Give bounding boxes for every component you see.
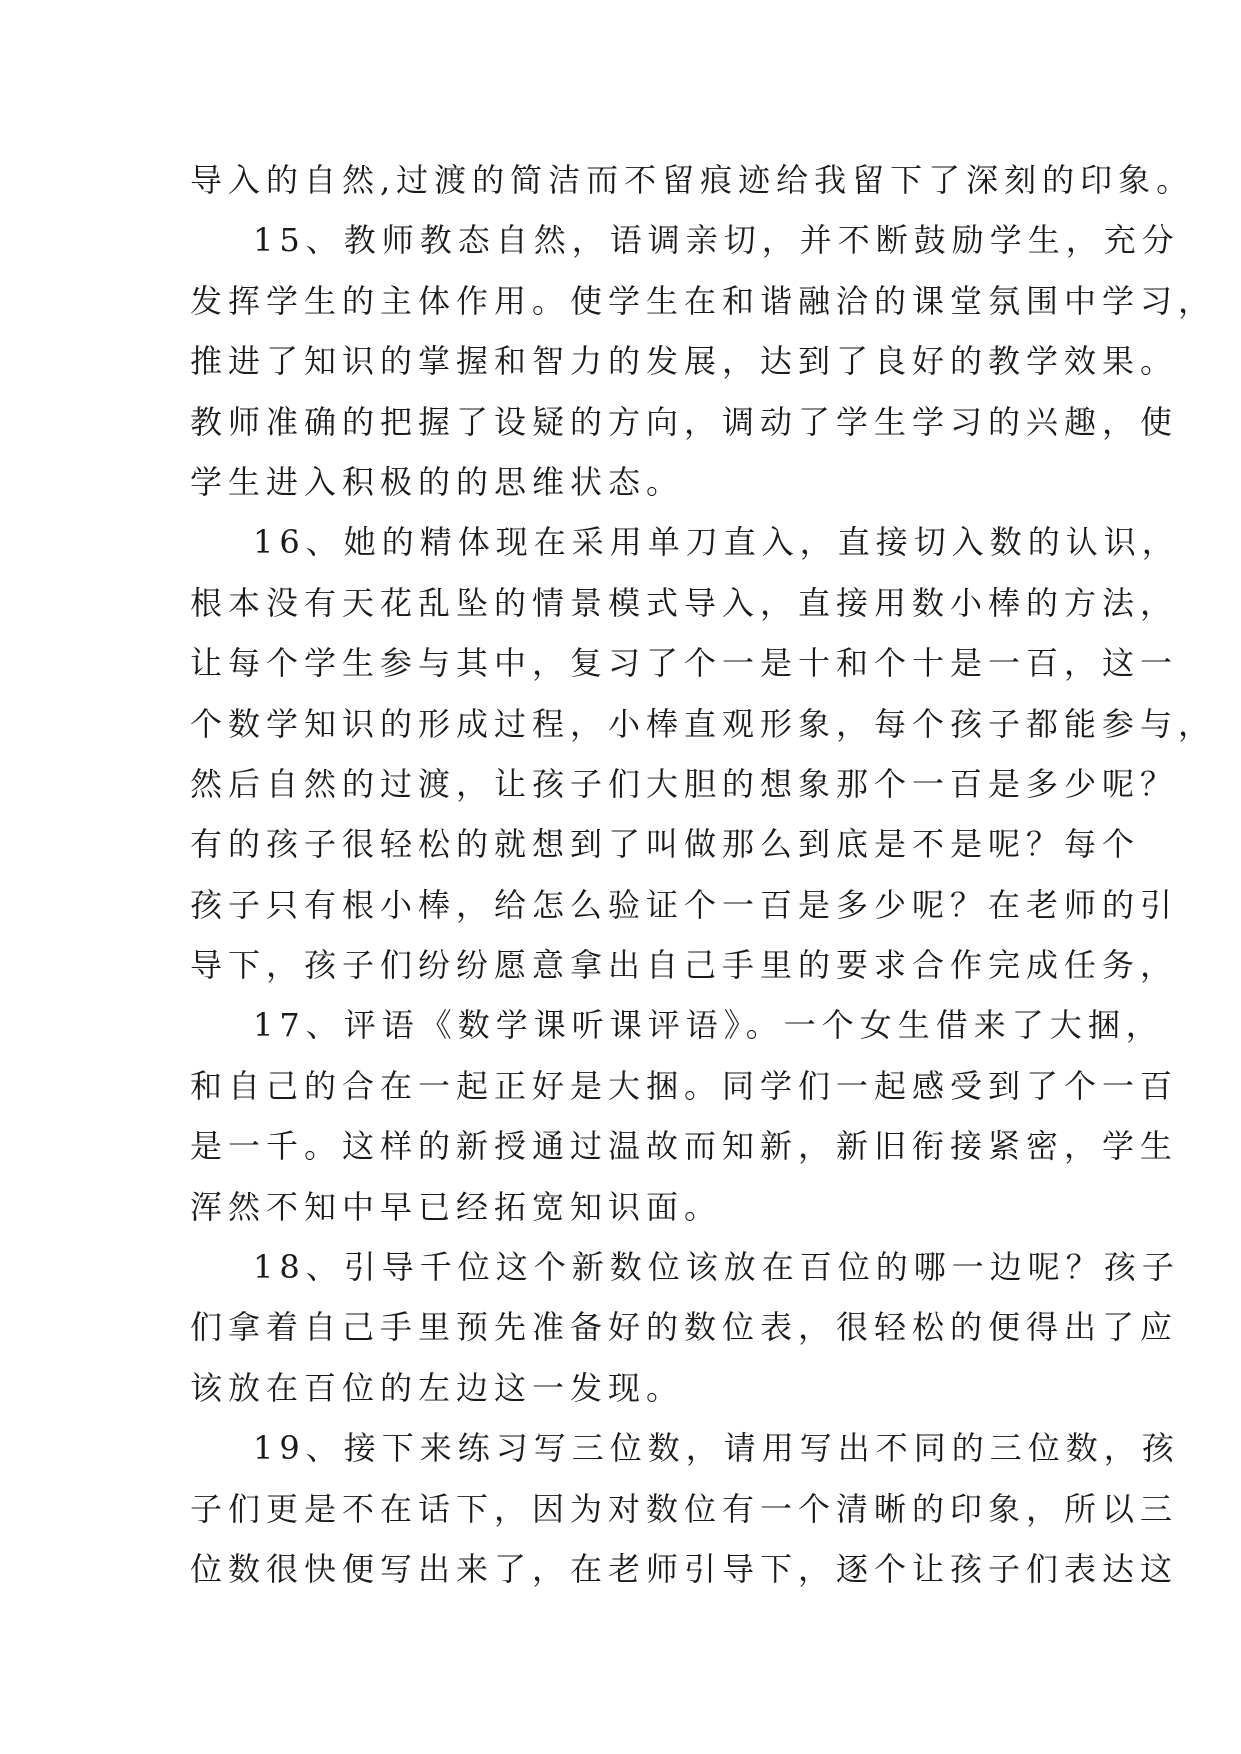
text-line: 然后自然的过渡，让孩子们大胆的想象那个一百是多少呢？ (190, 764, 1179, 803)
paragraph-start-line: 18、引导千位这个新数位该放在百位的哪一边呢？孩子 (253, 1248, 1180, 1287)
text-line: 浑然不知中早已经拓宽知识面。 (190, 1187, 723, 1226)
text-line: 推进了知识的掌握和智力的发展，达到了良好的教学效果。 (190, 342, 1179, 381)
text-line: 导下，孩子们纷纷愿意拿出自己手里的要求合作完成任务， (190, 946, 1179, 985)
text-line: 们拿着自己手里预先准备好的数位表，很轻松的便得出了应 (190, 1308, 1179, 1347)
document-body (190, 150, 1217, 1599)
text-line: 有的孩子很轻松的就想到了叫做那么到底是不是呢？每个 (190, 825, 1141, 864)
text-line: 教师准确的把握了设疑的方向，调动了学生学习的兴趣，使 (190, 402, 1179, 441)
text-line: 让每个学生参与其中，复习了个一是十和个十是一百，这一 (190, 644, 1179, 683)
text-line: 位数很快便写出来了，在老师引导下，逐个让孩子们表达这 (190, 1549, 1179, 1588)
paragraph-start-line: 15、教师教态自然，语调亲切，并不断鼓励学生，充分 (253, 221, 1180, 260)
text-line: 孩子只有根小棒，给怎么验证个一百是多少呢？在老师的引 (190, 885, 1179, 924)
paragraph-start-line: 16、她的精体现在采用单刀直入，直接切入数的认识， (253, 523, 1180, 562)
text-line: 发挥学生的主体作用。使学生在和谐融洽的课堂氛围中学习， (190, 281, 1217, 320)
text-line: 学生进入积极的的思维状态。 (190, 462, 685, 501)
text-line: 个数学知识的形成过程，小棒直观形象，每个孩子都能参与， (190, 704, 1217, 743)
text-line: 是一千。这样的新授通过温故而知新，新旧衔接紧密，学生 (190, 1127, 1179, 1166)
text-line: 导入的自然,过渡的简洁而不留痕迹给我留下了深刻的印象。 (190, 161, 1195, 199)
text-line: 根本没有天花乱坠的情景模式导入，直接用数小棒的方法， (190, 583, 1179, 622)
paragraph-start-line: 17、评语《数学课听课评语》。一个女生借来了大捆， (253, 1006, 1164, 1045)
text-line: 该放在百位的左边这一发现。 (190, 1368, 685, 1407)
text-line: 子们更是不在话下，因为对数位有一个清晰的印象，所以三 (190, 1489, 1179, 1528)
paragraph-start-line: 19、接下来练习写三位数，请用写出不同的三位数，孩 (253, 1429, 1180, 1468)
text-line: 和自己的合在一起正好是大捆。同学们一起感受到了个一百 (190, 1066, 1179, 1105)
